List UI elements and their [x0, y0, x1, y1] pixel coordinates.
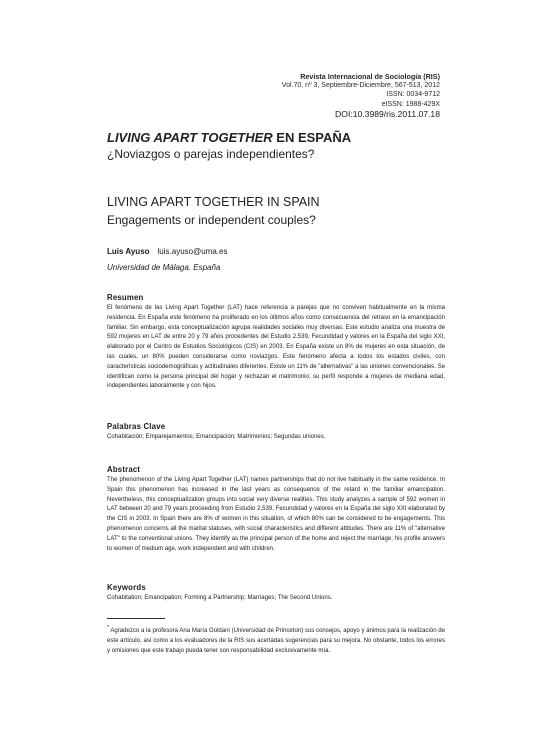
title-english — [107, 194, 447, 230]
title-es-italic: LIVING APART TOGETHER — [107, 130, 273, 145]
keywords-body — [107, 594, 445, 604]
abstract-text: The phenomenon of the Living Apart Together (LAT) names partnerships that do not live habitually in the same residence. In Spain this phenomenon has increased in the last years as consequence of the retard in the familiar emancipation. Nevertheless, this conceptualization groups into social very diverse realities. This study analyzes a sample of 592 women in LAT between 20 and 79 years proceeding from Estudio 2,539, Fecundidad y valores en la España del siglo XXI elaborated by the CIS in 2003. In Spain there are 8% of women in this situation, of which 80% can be considered to be engagements. This phenomenon concerns all the marital statuses, with social characteristics and different attitudes. There are 11% of "alternative LAT" to the conventional unions. They identify as the principal person of the home and reject the marriage; his profile answers to women of medium age, work independent and with children. — [107, 477, 445, 552]
subtitle-es: ¿Noviazgos o parejas independientes? — [107, 147, 315, 161]
palabras-clave-text: Cohabitación; Emparejamientos; Emancipación; Matrimonios; Segundas uniones. — [107, 434, 326, 440]
abstract-heading: Abstract — [107, 465, 141, 474]
journal-eissn: eISSN: 1988-429X — [381, 100, 440, 108]
footnote — [107, 624, 445, 656]
author-affiliation: Universidad de Málaga. España — [107, 263, 221, 272]
resumen-body — [107, 304, 445, 392]
journal-volume: Vol.70, nº 3, Septiembre-Diciembre, 567-513, 2012 — [281, 82, 440, 90]
author-line — [107, 247, 227, 257]
keywords-heading: Keywords — [107, 583, 146, 592]
subtitle-en: Engagements or independent couples? — [107, 213, 316, 227]
resumen-heading: Resumen — [107, 293, 144, 302]
journal-issn: ISSN: 0034-9712 — [386, 91, 440, 99]
journal-name: Revista Internacional de Sociología (RIS) — [300, 72, 440, 81]
title-es-rest: EN ESPAÑA — [272, 130, 352, 145]
journal-doi: DOI:10.3989/ris.2011.07.18 — [335, 108, 440, 119]
abstract-body — [107, 476, 445, 554]
title-en-line: LIVING APART TOGETHER IN SPAIN — [107, 195, 320, 209]
title-es-line — [107, 129, 447, 146]
author-email[interactable]: luis.ayuso@uma.es — [157, 247, 228, 256]
author-name: Luis Ayuso — [107, 247, 150, 256]
palabras-clave-heading: Palabras Clave — [107, 422, 166, 431]
footnote-divider — [107, 618, 165, 619]
keywords-text: Cohabitation; Emancipation; Forming a Partnership; Marriages; The Second Unions. — [107, 595, 333, 601]
palabras-clave-body — [107, 433, 445, 443]
resumen-text: El fenómeno de las Living Apart Together (LAT) hace referencia a parejas que no conviven habitualmente en la misma residencia. En España este fenómeno ha proliferado en los últimos años como consecuencia del retraso en la emancipación familiar. Sin embargo, esta conceptualización agrupa realidades sociales muy diversas. Este estudio analiza una muestra de 592 mujeres en LAT de entre 20 y 79 años procedentes del Estudio 2.539, Fecundidad y valores en la España del siglo XXI, elaborado por el Centro de Estudios Sociológicos (CIS) en 2003. En España existe un 8% de mujeres en esta situación, de las cuales, un 80% pueden considerarse como noviazgos. Este fenómeno afecta a todos los estados civiles, con características sociodemográficas y actitudinales diferentes. Existe un 11% de "alternativas" a las uniones convencionales. Se identifican como la persona principal del hogar y rechazan el matrimonio; su perfil responde a mujeres de mediana edad, independientes laboralmente y con hijos. — [107, 305, 445, 390]
title-spanish — [107, 129, 447, 163]
journal-header — [282, 72, 440, 120]
footnote-mark: * — [107, 625, 109, 631]
footnote-text: Agradezco a la profesora Ana María Goldani (Universidad de Princeton) sus consejos, apoyo y ánimos para la realización de este artículo, así como a los evaluadores de la RIS sus acertadas sugerencias para su mejora. No obstante, todos los errores y omisiones que este trabajo pueda tener son responsabilidad exclusivamente mía. — [107, 628, 445, 654]
